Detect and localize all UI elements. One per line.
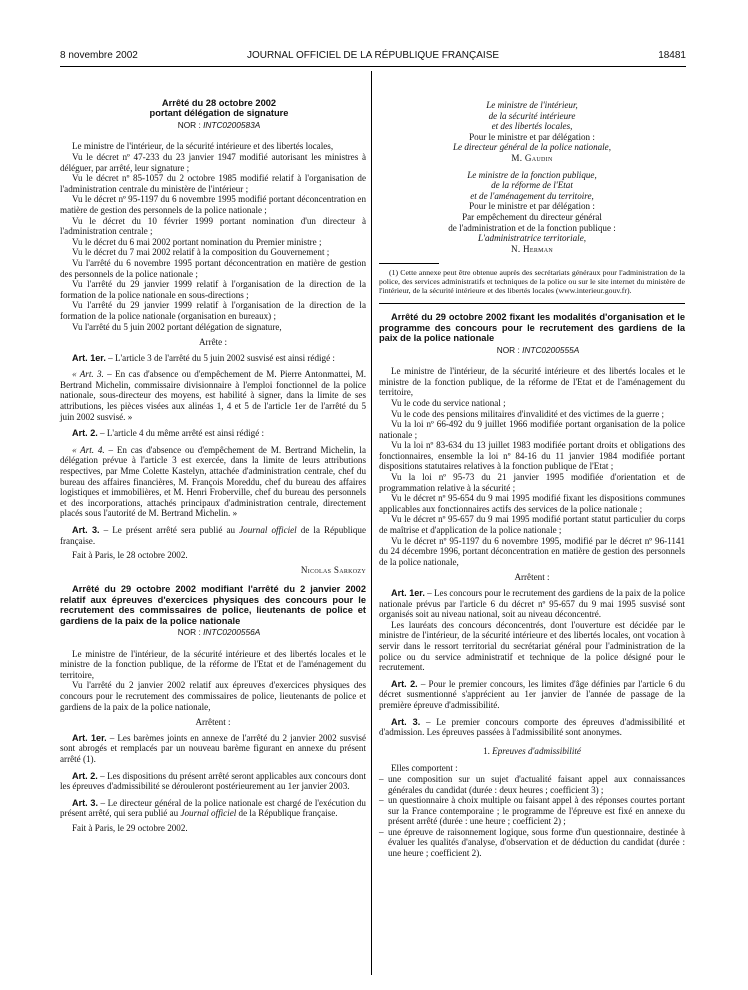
- article-1: Art. 1er. – Les concours pour le recrutement des gardiens de la paix de la police nationale prévus par l'article 6 du décret nº 95-657 du 9 mai 1995 susvisé sont organisés soit au niveau national, soit au niveau déconcentré.: [379, 588, 685, 620]
- article-2: Art. 2. – Pour le premier concours, les limites d'âge définies par l'article 6 du décret susmentionné s'apprécient au 1er janvier de l'année de passage de la première épreuve d'admissibilité.: [379, 678, 685, 710]
- decree-2: [60, 584, 366, 833]
- signatory-name: N. Herman: [510, 243, 554, 254]
- signatory-title: Le ministre de l'intérieur,: [486, 100, 578, 110]
- paragraph: Le ministre de l'intérieur, de la sécurité intérieure et des libertés locales et le ministre de la fonction publique, de la réforme de l'Etat et de l'aménagement du territoire,: [379, 366, 685, 398]
- left-column: [60, 98, 366, 834]
- paragraph: Vu le décret du 6 mai 2002 portant nomination du Premier ministre ;: [72, 236, 322, 247]
- page-header: [60, 50, 686, 64]
- paragraph: Vu l'arrêté du 29 janvier 1999 relatif à l'organisation de la direction de la formation de la police nationale (organisation en bureaux) ;: [60, 300, 366, 321]
- decree-1-signature: Nicolas Sarkozy: [300, 564, 366, 575]
- article-2: Art. 2. – Les dispositions du présent arrêté seront applicables aux concours dont les épreuves d'admissibilité se dérouleront postérieurement au 1er janvier 2003.: [60, 770, 366, 792]
- delegation-line: Par empêchement du directeur général: [462, 211, 602, 222]
- article-3: Art. 3. – Le premier concours comporte des épreuves d'admissibilité et d'admission. Les épreuves passées à l'admissibilité sont anonymes.: [379, 716, 685, 738]
- decree-3: [379, 312, 685, 858]
- article-2: Art. 2. – L'article 4 du même arrêté est ainsi rédigé :: [72, 428, 265, 439]
- arretent-heading: Arrêtent :: [195, 717, 231, 728]
- decree-2-date-place: Fait à Paris, le 29 octobre 2002.: [72, 822, 188, 833]
- signatory-title: de la sécurité intérieure: [488, 110, 576, 121]
- decree-1-nor: NOR : INTC0200583A: [177, 119, 261, 130]
- paragraph: Vu le décret nº 95-1197 du 6 novembre 1995, modifié par le décret nº 96-1141 du 24 décembre 1996, portant déconcentration en matière de gestion des personnels de la police nationale,: [379, 535, 685, 567]
- header-date: 8 novembre 2002: [60, 50, 138, 61]
- signatory-title: de la réforme de l'Etat: [491, 180, 573, 191]
- signatory-title: L'administratrice territoriale,: [477, 233, 587, 244]
- article-3: Art. 3. – Le présent arrêté sera publié au Journal officiel de la République française.: [60, 525, 366, 546]
- paragraph: Vu le décret nº 95-654 du 9 mai 1995 modifié fixant les dispositions communes applicables aux fonctionnaires actifs des services de la police nationale ;: [379, 493, 685, 514]
- signatory-title: Le directeur général de la police nationale,: [452, 142, 611, 153]
- paragraph: Vu le décret nº 95-657 du 9 mai 1995 modifié portant statut particulier du corps de maîtrise et d'application de la police nationale ;: [379, 514, 685, 536]
- paragraph: Vu la loi nº 66-492 du 9 juillet 1966 modifiée portant organisation de la police nationale ;: [379, 419, 685, 440]
- signatory-title: et de l'aménagement du territoire,: [470, 190, 594, 201]
- paragraph: Elles comportent :: [391, 763, 458, 774]
- article-1: Art. 1er. – L'article 3 de l'arrêté du 5 juin 2002 susvisé est ainsi rédigé :: [72, 352, 335, 363]
- subsection-heading: 1. Epreuves d'admissibilité: [483, 745, 581, 756]
- article-1: Art. 1er. – Les barèmes joints en annexe de l'arrêté du 2 janvier 2002 susvisé sont abrogés et remplacés par un nouveau barème figurant en annexe du présent arrêté (1).: [60, 732, 366, 764]
- footnote: (1) Cette annexe peut être obtenue auprès des secrétariats généraux pour l'administration de la police, des services administratifs et techniques de la police ou sur le site internet du ministère de l'intérieur, de la sécurité intérieure et des libertés locales (www.interieur.gouv.fr).: [379, 268, 685, 296]
- header-journal-title: JOURNAL OFFICIEL DE LA RÉPUBLIQUE FRANÇAISE: [246, 50, 500, 61]
- signatory-title: Le ministre de la fonction publique,: [467, 169, 597, 180]
- paragraph: Vu l'arrêté du 29 janvier 1999 relatif à l'organisation de la direction de la formation de la police nationale en sous-directions ;: [60, 279, 366, 300]
- paragraph: Vu l'arrêté du 2 janvier 2002 relatif aux épreuves d'exercices physiques des concours pour le recrutement des commissaires de police, lieutenants de police et gardiens de la paix de la police nationale,: [60, 680, 366, 712]
- header-rule: [60, 66, 686, 67]
- decree-1-subtitle: portant délégation de signature: [149, 108, 289, 119]
- paragraph: Vu le décret nº 95-1197 du 6 novembre 1995 modifié portant déconcentration en matière de gestion des personnels de la police nationale ;: [60, 194, 366, 215]
- paragraph: Vu le décret du 10 février 1999 portant nomination d'un directeur à l'administration centrale ;: [60, 215, 366, 237]
- signature-block: [379, 100, 685, 254]
- paragraph: Vu le décret nº 85-1057 du 2 octobre 1985 modifié relatif à l'organisation de l'administration centrale du ministère de l'intérieur ;: [60, 173, 366, 194]
- paragraph: Vu la loi nº 83-634 du 13 juillet 1983 modifiée portant droits et obligations des fonctionnaires, ensemble la loi nº 84-16 du 11 janvier 1984 modifiée portant dispositions statutaires relatives à la fonction publique de l'Etat ;: [379, 440, 685, 472]
- right-column: [379, 100, 685, 859]
- delegation-line: Pour le ministre et par délégation :: [469, 201, 595, 212]
- paragraph: Vu le code des pensions militaires d'invalidité et des victimes de la guerre ;: [391, 408, 665, 419]
- paragraph: Vu le décret nº 47-233 du 23 janvier 1947 modifié autorisant les ministres à déléguer, par arrêté, leur signature ;: [60, 152, 366, 173]
- decree-1-date-place: Fait à Paris, le 28 octobre 2002.: [72, 550, 188, 561]
- paragraph: Vu l'arrêté du 6 novembre 1995 portant déconcentration en matière de gestion des personnels de la police nationale ;: [60, 257, 366, 279]
- header-page-number: 18481: [658, 50, 686, 61]
- decree-1: [60, 98, 366, 575]
- paragraph: Le ministre de l'intérieur, de la sécurité intérieure et des libertés locales et le ministre de la fonction publique, de la réforme de l'Etat et de l'aménagement du territoire,: [60, 648, 366, 680]
- paragraph: Vu le décret du 7 mai 2002 relatif à la composition du Gouvernement ;: [72, 247, 330, 258]
- signatory-title: et des libertés locales,: [491, 121, 573, 132]
- signatory-name: M. Gaudin: [511, 152, 553, 163]
- decree-3-title: Arrêté du 29 octobre 2002 fixant les modalités d'organisation et le programme des concours pour le recrutement des gardiens de la paix de la police nationale: [379, 312, 685, 344]
- column-divider: [371, 71, 372, 975]
- paragraph: Vu la loi nº 95-73 du 21 janvier 1995 modifiée d'orientation et de programmation relative à la sécurité ;: [379, 472, 685, 493]
- footnote-rule: [379, 263, 439, 264]
- arrete-heading: Arrête :: [198, 337, 228, 348]
- paragraph: Le ministre de l'intérieur, de la sécurité intérieure et des libertés locales,: [72, 141, 334, 152]
- list-item: – une composition sur un sujet d'actualité faisant appel aux connaissances générales du candidat (durée : deux heures ; coefficient 3) ;: [379, 774, 685, 795]
- arretent-heading: Arrêtent :: [514, 572, 550, 583]
- delegation-line: Pour le ministre et par délégation :: [469, 131, 595, 142]
- article-3: Art. 3. – Le directeur général de la police nationale est chargé de l'exécution du présent arrêté, qui sera publié au Journal officiel de la République française.: [60, 797, 366, 819]
- decree-3-nor: NOR : INTC0200555A: [496, 344, 580, 355]
- decree-2-nor: NOR : INTC0200556A: [177, 627, 261, 637]
- paragraph: Vu le code du service national ;: [391, 397, 506, 408]
- list-item: – une épreuve de raisonnement logique, sous forme d'un questionnaire, destinée à évaluer les qualités d'analyse, d'observation et de déduction du candidat (durée : une heure ; coefficient 2).: [379, 827, 685, 859]
- section-rule: [379, 303, 685, 304]
- list-item: – un questionnaire à choix multiple ou faisant appel à des réponses courtes portant sur la France contemporaine ; le programme de l'épreuve est fixé en annexe du présent arrêté (durée : une heure ; coefficient 2) ;: [379, 795, 685, 827]
- paragraph: Les lauréats des concours déconcentrés, dont l'ouverture est décidée par le ministre de l'intérieur, de la sécurité intérieure et des libertés locales, ont vocation à servir dans le ressort territorial du secrétariat général pour l'administration de la police ou du service administratif et technique de la police désigné pour le recrutement.: [379, 619, 685, 673]
- delegation-line: de l'administration et de la fonction publique :: [448, 222, 616, 233]
- quoted-article-3: « Art. 3. – En cas d'absence ou d'empêchement de M. Pierre Antonmattei, M. Bertrand Michelin, commissaire divisionnaire à l'emploi fonctionnel de la police nationale, sous-directeur des moyens, est habilité à signer, dans la limite de ses attributions, les pièces visées aux alinéas 1, 4 et 5 de l'article 1er de l'arrêté du 5 juin 2002 susvisé. »: [60, 369, 366, 422]
- decree-1-title: Arrêté du 28 octobre 2002: [161, 98, 277, 108]
- decree-2-title: Arrêté du 29 octobre 2002 modifiant l'arrêté du 2 janvier 2002 relatif aux épreuves d'exercices physiques des concours pour le recrutement des commissaires de police, lieutenants de police et gardiens de la paix de la police nationale: [60, 584, 366, 626]
- paragraph: Vu l'arrêté du 5 juin 2002 portant délégation de signature,: [72, 321, 282, 332]
- quoted-article-4: « Art. 4. – En cas d'absence ou d'empêchement de M. Bertrand Michelin, la délégation prévue à l'article 3 est exercée, dans la limite de leurs attributions respectives, par Mme Colette Kastelyn, attachée d'administration centrale, chef du bureau des affaires financières, M. François Moreddu, chef du bureau des affaires logistiques et immobilières, et M. Henri Froberville, chef du bureau des personnels et des incorporations, attachés principaux d'administration centrale, directement placés sous l'autorité de M. Bertrand Michelin. »: [60, 444, 366, 519]
